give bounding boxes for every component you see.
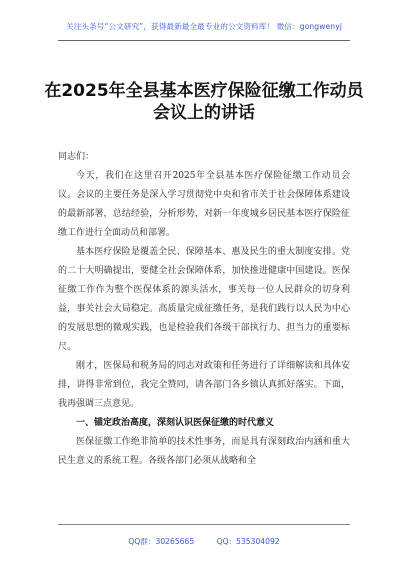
body-paragraph: 刚才，医保局和税务局的同志对政策和任务进行了详细解读和具体安排，讲得非常到位，我完全赞同，请各部门各乡镇认真抓好落实。下面，我再强调三点意见。 [58,361,350,409]
salutation: 同志们： [58,152,95,162]
document-body [58,148,350,471]
body-paragraph: 基本医疗保险是覆盖全民、保障基本、惠及民生的重大制度安排。党的二十大明确提出，要健全社会保障体系，加快推进健康中国建设。医保征缴工作作为整个医保体系的源头活水，事关每一位人民群众的切身利益，事关社会大局稳定。高质量完成征缴任务，是我们践行以人民为中心的发展思想的微观实践，也是检验我们各级干部执行力、担当力的重要标尺。 [58,247,350,352]
header-notice: 关注头条号“公文研究”，获得最新最全最专业的公文资料库！ 微信：gongwenyj [66,22,342,31]
body-paragraph: 医保征缴工作绝非简单的技术性事务，而是具有深刻政治内涵和重大民生意义的系统工程。各级各部门必须从战略和全 [58,437,350,466]
footer-divider [58,524,350,525]
footer-qq-group: QQ群：30265665 [128,537,195,546]
footer-qq: QQ：535304092 [216,537,280,546]
header-divider [58,40,350,41]
document-title: 在2025年全县基本医疗保险征缴工作动员会议上的讲话 [44,81,364,123]
section-heading: 一、锚定政治高度，深刻认识医保征缴的时代意义 [76,418,275,428]
footer-contact [0,536,408,547]
body-paragraph: 今天，我们在这里召开2025年全县基本医疗保险征缴工作动员会议。会议的主要任务是深入学习贯彻党中央和省市关于社会保障体系建设的最新部署，总结经验，分析形势，对新一年度城乡居民基本医疗保险征缴工作进行全面动员和部署。 [58,171,350,238]
